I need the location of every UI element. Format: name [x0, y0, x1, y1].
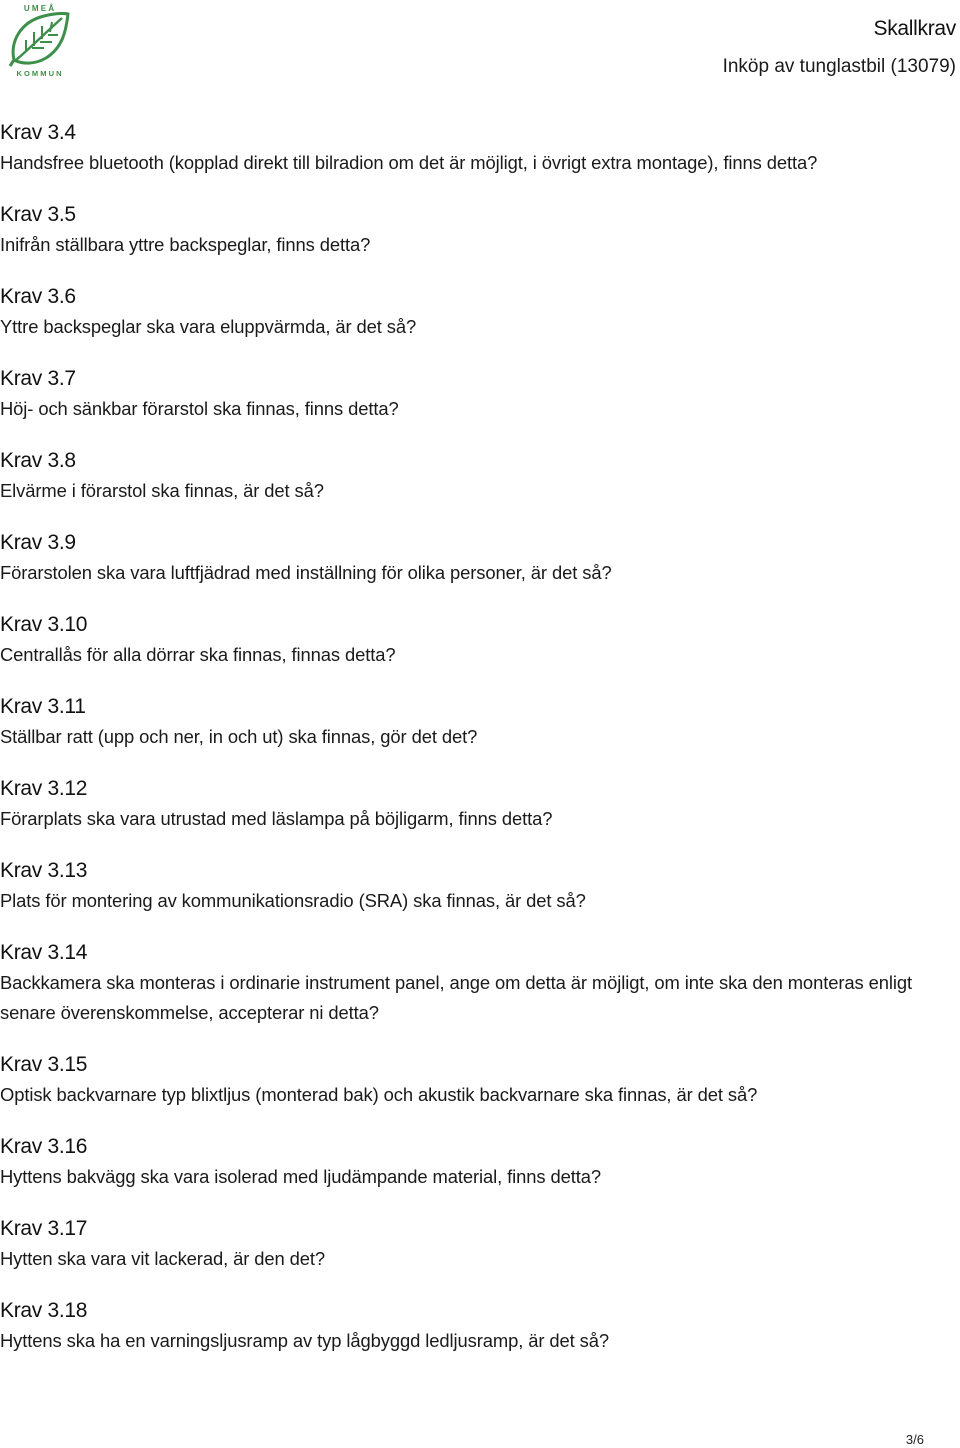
requirement-item: [0, 692, 956, 752]
requirement-item: [0, 856, 956, 916]
requirement-title: Krav 3.5: [0, 203, 76, 226]
umea-kommun-logo: [4, 2, 74, 78]
requirement-item: [0, 364, 956, 424]
requirement-item: [0, 528, 956, 588]
requirement-text: Backkamera ska monteras i ordinarie instrument panel, ange om detta är möjligt, om inte ska den monteras enligt senare överenskommelse, accepterar ni detta?: [0, 972, 912, 1023]
requirement-title: Krav 3.13: [0, 859, 88, 882]
requirement-text: Hyttens bakvägg ska vara isolerad med ljudämpande material, finns detta?: [0, 1166, 602, 1187]
requirement-text: Handsfree bluetooth (kopplad direkt till bilradion om det är möjligt, i övrigt extra montage), finns detta?: [0, 152, 818, 173]
requirement-text: Ställbar ratt (upp och ner, in och ut) ska finnas, gör det det?: [0, 726, 478, 747]
requirement-title: Krav 3.12: [0, 777, 88, 800]
requirement-item: [0, 1132, 956, 1192]
requirement-text: Inifrån ställbara yttre backspeglar, finns detta?: [0, 234, 371, 255]
requirement-title: Krav 3.9: [0, 531, 76, 554]
svg-text:U M E Å: U M E Å: [23, 4, 55, 13]
requirement-text: Plats för montering av kommunikationsradio (SRA) ska finnas, är det så?: [0, 890, 586, 911]
requirement-text: Förarplats ska vara utrustad med läslampa på böjligarm, finns detta?: [0, 808, 553, 829]
requirement-text: Elvärme i förarstol ska finnas, är det så?: [0, 480, 324, 501]
requirement-title: Krav 3.14: [0, 941, 88, 964]
requirement-item: [0, 938, 956, 1028]
svg-text:K O M M U N: K O M M U N: [16, 69, 62, 78]
requirement-title: Krav 3.15: [0, 1053, 88, 1076]
page-number: 3/6: [905, 1432, 924, 1447]
requirement-text: Hyttens ska ha en varningsljusramp av typ lågbyggd ledljusramp, är det så?: [0, 1330, 610, 1351]
requirement-text: Optisk backvarnare typ blixtljus (monterad bak) och akustik backvarnare ska finnas, är det så?: [0, 1084, 758, 1105]
requirement-item: [0, 118, 956, 178]
requirement-item: [0, 446, 956, 506]
requirement-text: Höj- och sänkbar förarstol ska finnas, finns detta?: [0, 398, 399, 419]
birch-leaf-logo-icon: [4, 2, 74, 78]
requirement-item: [0, 610, 956, 670]
requirement-item: [0, 1214, 956, 1274]
requirement-title: Krav 3.8: [0, 449, 76, 472]
requirements-list: [0, 118, 956, 1378]
requirement-item: [0, 1050, 956, 1110]
requirement-text: Hytten ska vara vit lackerad, är den det?: [0, 1248, 326, 1269]
requirement-item: [0, 200, 956, 260]
requirement-text: Centrallås för alla dörrar ska finnas, finnas detta?: [0, 644, 396, 665]
requirement-title: Krav 3.6: [0, 285, 76, 308]
document-title: Skallkrav: [873, 17, 956, 40]
requirement-title: Krav 3.11: [0, 695, 86, 718]
requirement-title: Krav 3.4: [0, 121, 76, 144]
requirement-title: Krav 3.7: [0, 367, 76, 390]
requirement-item: [0, 1296, 956, 1356]
requirement-title: Krav 3.17: [0, 1217, 88, 1240]
requirement-title: Krav 3.16: [0, 1135, 88, 1158]
document-subtitle: Inköp av tunglastbil (13079): [722, 56, 956, 77]
requirement-text: Förarstolen ska vara luftfjädrad med inställning för olika personer, är det så?: [0, 562, 612, 583]
requirement-item: [0, 774, 956, 834]
requirement-text: Yttre backspeglar ska vara eluppvärmda, är det så?: [0, 316, 417, 337]
requirement-title: Krav 3.10: [0, 613, 88, 636]
document-header: [723, 14, 956, 81]
requirement-title: Krav 3.18: [0, 1299, 88, 1322]
requirement-item: [0, 282, 956, 342]
